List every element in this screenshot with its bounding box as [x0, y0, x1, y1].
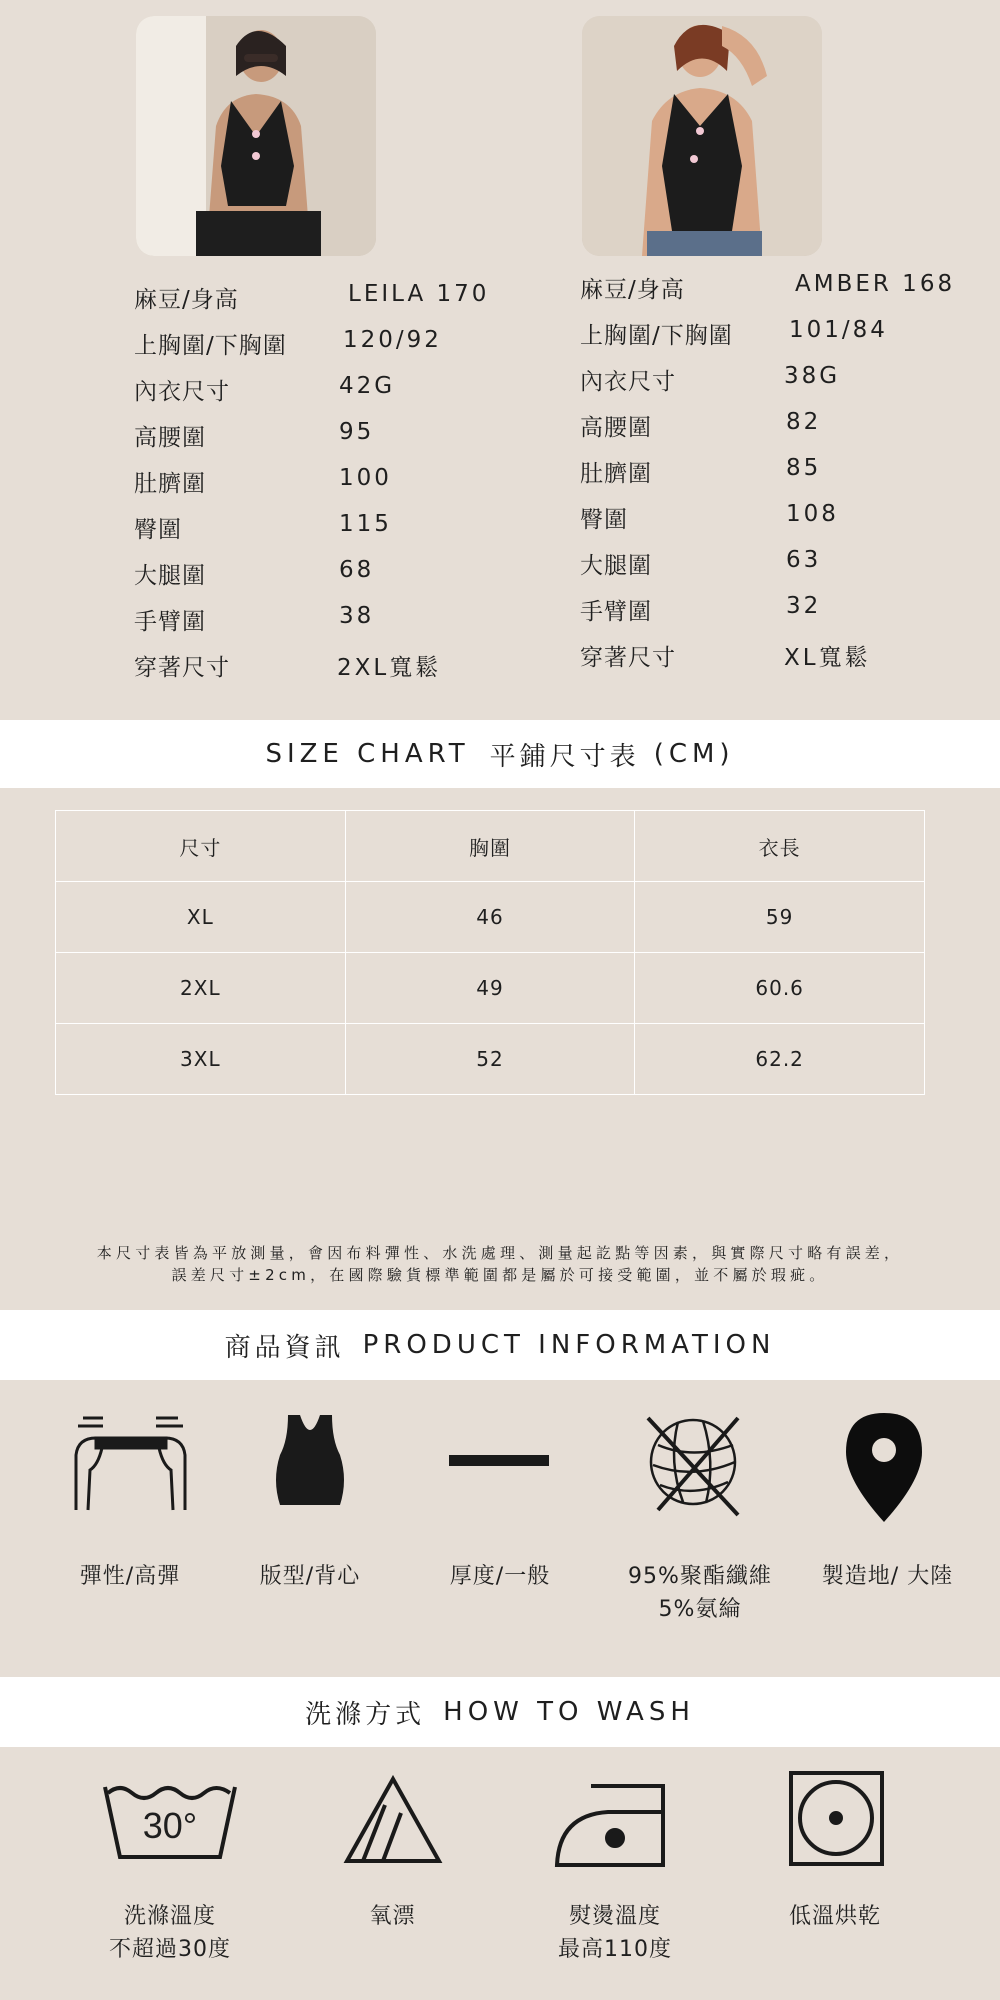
- spec-label: 上胸圍/下胸圍: [580, 323, 733, 349]
- wash-caption: [530, 1900, 700, 1966]
- spec-label: 麻豆/身高: [134, 287, 239, 313]
- size-chart-title-unit: (CM): [653, 739, 735, 769]
- caption-line: 版型/背心: [259, 1564, 361, 1589]
- tumble-dry-icon: [788, 1770, 885, 1867]
- wash-caption: [320, 1900, 465, 1933]
- wash-header: [0, 1677, 1000, 1747]
- caption-line: 厚度/一般: [449, 1564, 551, 1589]
- iron-icon: [553, 1780, 668, 1870]
- product-caption: [55, 1560, 205, 1593]
- product-info-title-en: PRODUCT INFORMATION: [362, 1330, 776, 1360]
- spec-value: 68: [339, 557, 375, 583]
- table-cell: 60.6: [635, 953, 925, 1024]
- caption-line: 95%聚酯纖維: [628, 1564, 772, 1589]
- caption-line: 低溫烘乾: [788, 1904, 881, 1929]
- size-chart-note: [0, 1242, 1000, 1286]
- caption-line: 最高110度: [558, 1937, 672, 1962]
- spec-label: 內衣尺寸: [134, 379, 230, 405]
- spec-label: 臀圍: [134, 517, 182, 543]
- halter-top-icon: [270, 1410, 350, 1510]
- spec-label: 大腿圍: [580, 553, 652, 579]
- caption-line: 製造地/ 大陸: [821, 1564, 954, 1589]
- spec-value: 2XL寬鬆: [337, 655, 442, 681]
- spec-value: 115: [339, 511, 392, 537]
- spec-label: 臀圍: [580, 507, 628, 533]
- table-cell: 46: [345, 882, 635, 953]
- spec-value: LEILA 170: [348, 281, 490, 307]
- size-chart-title-zh: 平鋪尺寸表: [489, 741, 640, 772]
- spec-label: 內衣尺寸: [580, 369, 676, 395]
- table-row: [56, 882, 925, 953]
- spec-value: 38G: [784, 363, 841, 389]
- spec-label: 手臂圍: [134, 609, 206, 635]
- table-row: [56, 1024, 925, 1095]
- table-cell: 2XL: [56, 953, 346, 1024]
- spec-label: 手臂圍: [580, 599, 652, 625]
- spec-label: 高腰圍: [134, 425, 206, 451]
- spec-value: 120/92: [343, 327, 442, 353]
- spec-value: 82: [786, 409, 822, 435]
- spec-value: 38: [339, 603, 375, 629]
- table-header-cell: 胸圍: [345, 811, 635, 882]
- size-chart-table: [55, 810, 925, 1095]
- table-cell: 52: [345, 1024, 635, 1095]
- spec-value: 101/84: [789, 317, 888, 343]
- spec-label: 肚臍圍: [580, 461, 652, 487]
- caption-line: 洗滌溫度: [123, 1904, 216, 1929]
- spec-label: 穿著尺寸: [134, 655, 230, 681]
- wash-temp-symbol: 30°: [142, 1805, 198, 1846]
- table-cell: 49: [345, 953, 635, 1024]
- wash-caption: [85, 1900, 255, 1966]
- thickness-line-icon: [448, 1450, 550, 1470]
- product-caption: [235, 1560, 385, 1593]
- table-cell: XL: [56, 882, 346, 953]
- table-header-cell: 衣長: [635, 811, 925, 882]
- caption-line: 不超過30度: [109, 1937, 231, 1962]
- spec-label: 上胸圍/下胸圍: [134, 333, 287, 359]
- product-caption: [800, 1560, 975, 1593]
- table-header-cell: 尺寸: [56, 811, 346, 882]
- table-cell: 62.2: [635, 1024, 925, 1095]
- spec-value: 42G: [339, 373, 396, 399]
- spec-label: 穿著尺寸: [580, 645, 676, 671]
- caption-line: 氧漂: [369, 1904, 416, 1929]
- yarn-ball-icon: [638, 1410, 748, 1520]
- caption-line: 彈性/高彈: [79, 1564, 181, 1589]
- product-info-title-zh: 商品資訊: [224, 1332, 345, 1363]
- spec-value: XL寬鬆: [784, 645, 871, 671]
- model-photo-leila: [136, 16, 376, 256]
- spec-label: 高腰圍: [580, 415, 652, 441]
- spec-label: 肚臍圍: [134, 471, 206, 497]
- size-chart-note-line2: 誤差尺寸±2cm，在國際驗貨標準範圍都是屬於可接受範圍，並不屬於瑕疵。: [171, 1266, 829, 1284]
- spec-value: AMBER 168: [795, 271, 956, 297]
- size-chart-note-line1: 本尺寸表皆為平放測量，會因布料彈性、水洗處理、測量起訖點等因素，與實際尺寸略有誤差，: [96, 1244, 904, 1262]
- table-cell: 59: [635, 882, 925, 953]
- stretch-hands-icon: [68, 1410, 193, 1515]
- spec-value: 108: [786, 501, 839, 527]
- spec-label: 麻豆/身高: [580, 277, 685, 303]
- location-pin-icon: [842, 1410, 927, 1525]
- product-caption: [610, 1560, 790, 1626]
- spec-label: 大腿圍: [134, 563, 206, 589]
- bleach-triangle-icon: [343, 1775, 443, 1865]
- size-chart-title-en: SIZE CHART: [265, 739, 470, 769]
- wash-title-zh: 洗滌方式: [305, 1699, 426, 1730]
- spec-value: 100: [339, 465, 392, 491]
- size-chart-header: [0, 720, 1000, 788]
- table-row: [56, 953, 925, 1024]
- model-photo-amber: [582, 16, 822, 256]
- wash-title-en: HOW TO WASH: [443, 1697, 695, 1727]
- table-cell: 3XL: [56, 1024, 346, 1095]
- wash-caption: [760, 1900, 910, 1933]
- caption-line: 熨燙溫度: [568, 1904, 661, 1929]
- spec-value: 32: [786, 593, 822, 619]
- product-info-header: [0, 1310, 1000, 1380]
- spec-value: 63: [786, 547, 822, 573]
- table-header-row: [56, 811, 925, 882]
- spec-value: 85: [786, 455, 822, 481]
- wash-tub-icon: [100, 1775, 240, 1865]
- caption-line: 5%氨綸: [658, 1597, 742, 1622]
- spec-value: 95: [339, 419, 375, 445]
- product-caption: [425, 1560, 575, 1593]
